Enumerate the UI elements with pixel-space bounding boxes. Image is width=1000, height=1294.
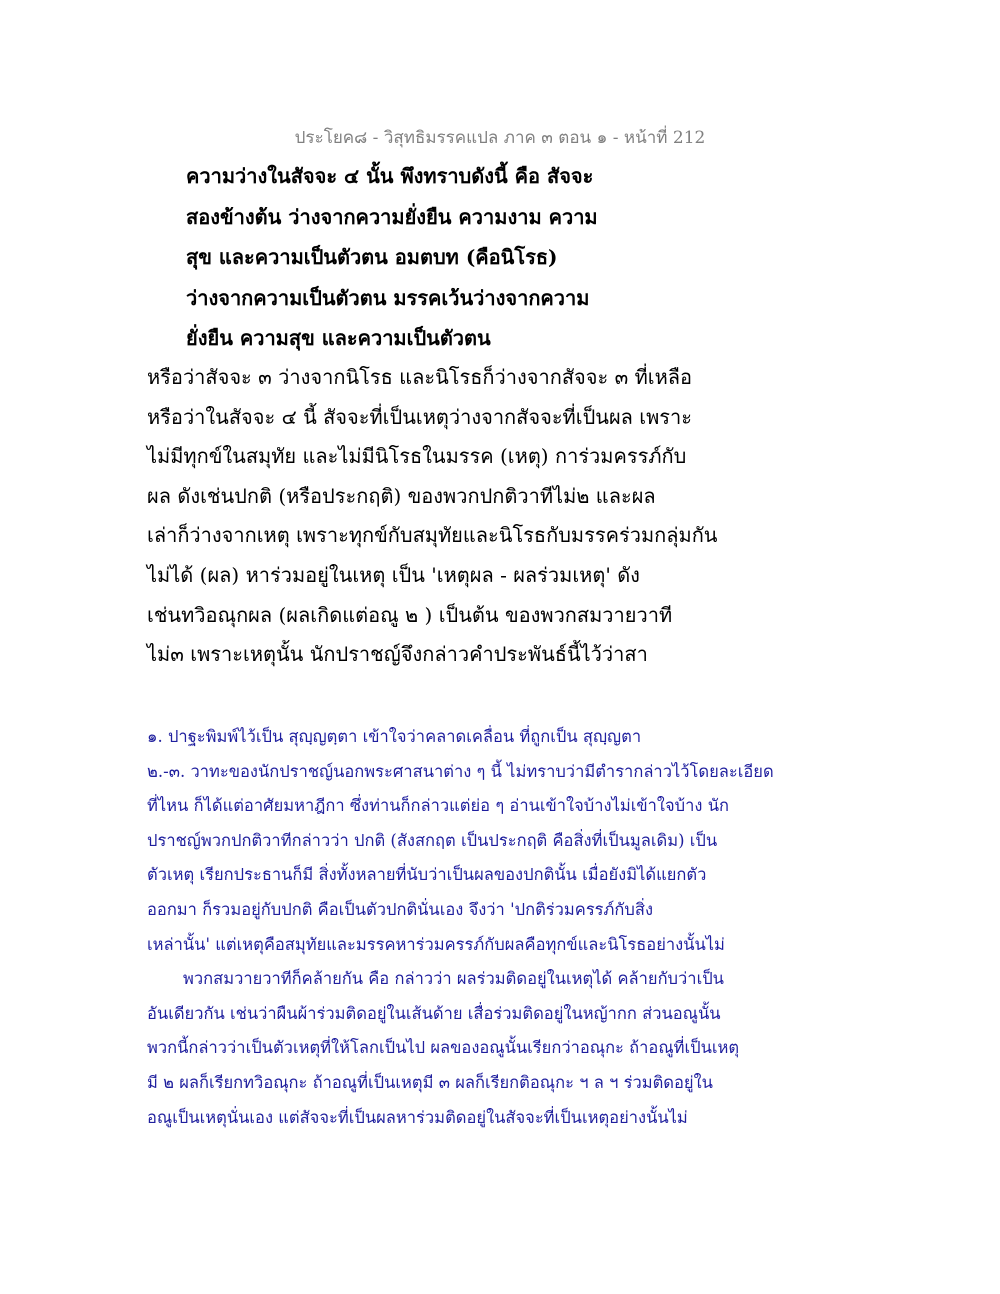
body-line: หรือว่าสัจจะ ๓ ว่างจากนิโรธ และนิโรธก็ว่างจากสัจจะ ๓ ที่เหลือ bbox=[147, 365, 693, 389]
body-paragraph bbox=[147, 358, 867, 675]
footnote-line: มี ๒ ผลก็เรียกทวิอณุกะ ถ้าอณูที่เป็นเหตุมี ๓ ผลก็เรียกติอณุกะ ฯ ล ฯ ร่วมติดอยู่ใน bbox=[147, 1072, 713, 1092]
verse-line: ว่างจากความเป็นตัวตน มรรคเว้นว่างจากความ bbox=[186, 285, 590, 310]
footnote-line: พวกนี้กล่าวว่าเป็นตัวเหตุที่ให้โลกเป็นไป ผลของอณูนั้นเรียกว่าอณุกะ ถ้าอณูที่เป็นเหตุ bbox=[147, 1038, 740, 1058]
page-header: ประโยค๘ - วิสุทธิมรรคแปล ภาค ๓ ตอน ๑ - หน้าที่ 212 bbox=[294, 128, 706, 148]
body-line: หรือว่าในสัจจะ ๔ นี้ สัจจะที่เป็นเหตุว่างจากสัจจะที่เป็นผล เพราะ bbox=[147, 404, 693, 429]
body-line: เล่าก็ว่างจากเหตุ เพราะทุกข์กับสมุทัยและนิโรธกับมรรคร่วมกลุ่มกัน bbox=[147, 523, 718, 548]
footnote-line: พวกสมวายวาทีก็คล้ายกัน คือ กล่าวว่า ผลร่วมติดอยู่ในเหตุได้ คล้ายกับว่าเป็น bbox=[183, 969, 724, 989]
footnote-line: ที่ไหน ก็ได้แต่อาศัยมหาฎีกา ซึ่งท่านก็กล่าวแต่ย่อ ๆ อ่านเข้าใจบ้างไม่เข้าใจบ้าง นัก bbox=[147, 796, 729, 816]
verse-block bbox=[186, 156, 886, 359]
footnote-line: ตัวเหตุ เรียกประธานก็มี สิ่งทั้งหลายที่นับว่าเป็นผลของปกตินั้น เมื่อยังมิได้แยกตัว bbox=[147, 865, 707, 885]
footnote-line: อณูเป็นเหตุนั่นเอง แต่สัจจะที่เป็นผลหาร่วมติดอยู่ในสัจจะที่เป็นเหตุอย่างนั้นไม่ bbox=[147, 1107, 688, 1127]
verse-line: ความว่างในสัจจะ ๔ นั้น พึงทราบดังนี้ คือ สัจจะ bbox=[186, 164, 594, 188]
body-line: ผล ดังเช่นปกติ (หรือประกฤติ) ของพวกปกติวาทีไม่๒ และผล bbox=[147, 483, 656, 508]
footnotes-block bbox=[147, 720, 867, 1135]
footnote-line: ๑. ปาฐะพิมพ์ไว้เป็น สุญฺญตฺตา เข้าใจว่าคลาดเคลื่อน ที่ถูกเป็น สุญฺญตา bbox=[147, 727, 642, 746]
body-line: ไม่ได้ (ผล) หาร่วมอยู่ในเหตุ เป็น 'เหตุผล - ผลร่วมเหตุ' ดัง bbox=[147, 562, 640, 587]
body-line: ไม่๓ เพราะเหตุนั้น นักปราชญ์จึงกล่าวคำประพันธ์นี้ไว้ว่าสา bbox=[147, 642, 648, 667]
body-line: เช่นทวิอณุกผล (ผลเกิดแต่อณู ๒ ) เป็นต้น ของพวกสมวายวาที bbox=[147, 602, 673, 627]
footnote-line: เหล่านั้น' แต่เหตุคือสมุทัยและมรรคหาร่วมครรภ์กับผลคือทุกข์และนิโรธอย่างนั้นไม่ bbox=[147, 934, 725, 954]
footnote-line: ๒.-๓. วาทะของนักปราชญ์นอกพระศาสนาต่าง ๆ นี้ ไม่ทราบว่ามีตำรากล่าวไว้โดยละเอียด bbox=[147, 761, 774, 781]
verse-line: สองข้างต้น ว่างจากความยั่งยืน ความงาม ความ bbox=[186, 204, 598, 229]
verse-line: ยั่งยืน ความสุข และความเป็นตัวตน bbox=[186, 326, 491, 350]
footnote-line: อันเดียวกัน เช่นว่าผืนผ้าร่วมติดอยู่ในเส้นด้าย เสื่อร่วมติดอยู่ในหญ้ากก ส่วนอณูนั้น bbox=[147, 1003, 721, 1023]
footnote-line: ปราชญ์พวกปกติวาทีกล่าวว่า ปกติ (สังสกฤต เป็นประกฤติ คือสิ่งที่เป็นมูลเดิม) เป็น bbox=[147, 830, 718, 850]
body-line: ไม่มีทุกข์ในสมุทัย และไม่มีนิโรธในมรรค (เหตุ) การ่วมครรภ์กับ bbox=[147, 444, 687, 469]
verse-line: สุข และความเป็นตัวตน อมตบท (คือนิโรธ) bbox=[186, 245, 558, 269]
footnote-line: ออกมา ก็รวมอยู่กับปกติ คือเป็นตัวปกตินั่นเอง จึงว่า 'ปกติร่วมครรภ์กับสิ่ง bbox=[147, 899, 654, 919]
